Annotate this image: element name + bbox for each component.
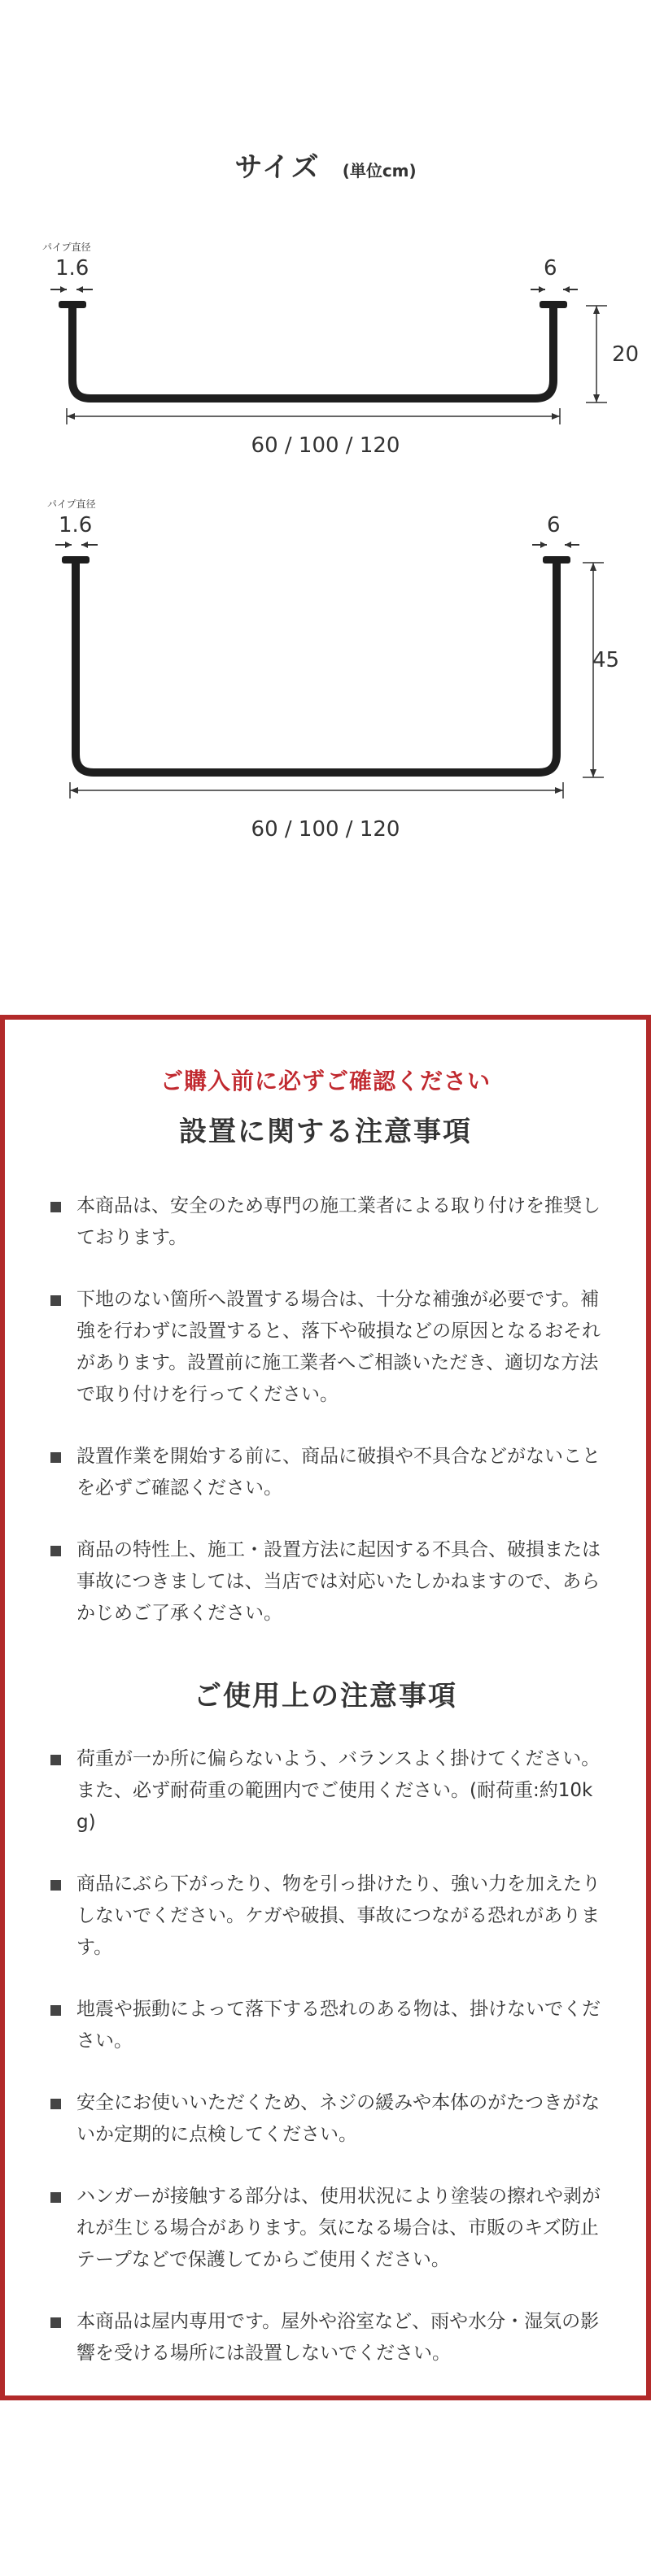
diagram-short: [0, 236, 651, 463]
list-item: 荷重が一か所に偏らないよう、バランスよく掛けてください。また、必ず耐荷重の範囲内でご使用ください。(耐荷重:約10kg): [47, 1743, 601, 1838]
list-item: ハンガーが接触する部分は、使用状況により塗装の擦れや剥がれが生じる場合があります。気になる場合は、市販のキズ防止テープなどで保護してからご使用ください。: [47, 2181, 601, 2276]
notice-box: [0, 1015, 651, 2400]
bullet-square-icon: [50, 1755, 61, 1765]
hanger-long-shape: [62, 556, 570, 772]
install-list: [47, 1190, 601, 1660]
size-title: サイズ: [234, 151, 321, 184]
width-value: 60 / 100 / 120: [251, 817, 400, 842]
list-item: 地震や振動によって落下する恐れのある物は、掛けないでください。: [47, 1994, 601, 2057]
use-list: [47, 1743, 601, 2400]
bullet-square-icon: [50, 1546, 61, 1556]
base-width-value: 6: [547, 513, 561, 537]
list-item: 商品の特性上、施工・設置方法に起因する不具合、破損または事故につきましては、当店では対応いたしかねますので、あらかじめご了承ください。: [47, 1534, 601, 1630]
size-unit: (単位cm): [342, 161, 417, 181]
bullet-square-icon: [50, 1295, 61, 1306]
list-item: 本商品は屋内専用です。屋外や浴室など、雨や水分・湿気の影響を受ける場所には設置しないでください。: [47, 2306, 601, 2369]
pipe-diameter-value: 1.6: [55, 256, 90, 281]
list-item: 下地のない箇所へ設置する場合は、十分な補強が必要です。補強を行わずに設置すると、落下や破損などの原因となるおそれがあります。設置前に施工業者へご相談いただき、適切な方法で取り付けを行ってください。: [47, 1284, 601, 1411]
bullet-square-icon: [50, 1452, 61, 1463]
bullet-square-icon: [50, 2005, 61, 2016]
bullet-square-icon: [50, 2192, 61, 2203]
size-heading: [0, 145, 651, 185]
bullet-square-icon: [50, 1880, 61, 1891]
base-width-value: 6: [544, 256, 557, 281]
bullet-square-icon: [50, 1202, 61, 1212]
hanger-short-shape: [59, 301, 567, 398]
purchase-warning: ご購入前に必ずご確認ください: [159, 1068, 491, 1094]
list-item: 本商品は、安全のため専門の施工業者による取り付けを推奨しております。: [47, 1190, 601, 1254]
list-item: 商品にぶら下がったり、物を引っ掛けたり、強い力を加えたりしないでください。ケガや破損、事故につながる恐れがあります。: [47, 1869, 601, 1964]
install-title: 設置に関する注意事項: [179, 1116, 472, 1148]
use-title: ご使用上の注意事項: [194, 1680, 457, 1712]
pipe-diameter-label: パイプ直径: [47, 498, 96, 510]
bullet-square-icon: [50, 2099, 61, 2109]
list-item: 設置作業を開始する前に、商品に破損や不具合などがないことを必ずご確認ください。: [47, 1441, 601, 1504]
list-item: 安全にお使いいただくため、ネジの緩みや本体のがたつきがないか定期的に点検してください。: [47, 2087, 601, 2151]
diagram-long: [0, 488, 651, 846]
pipe-diameter-label: パイプ直径: [42, 242, 91, 253]
width-value: 60 / 100 / 120: [251, 433, 400, 458]
bullet-square-icon: [50, 2317, 61, 2328]
height-value: 20: [612, 342, 640, 367]
height-value: 45: [592, 648, 620, 672]
pipe-diameter-value: 1.6: [59, 513, 93, 537]
